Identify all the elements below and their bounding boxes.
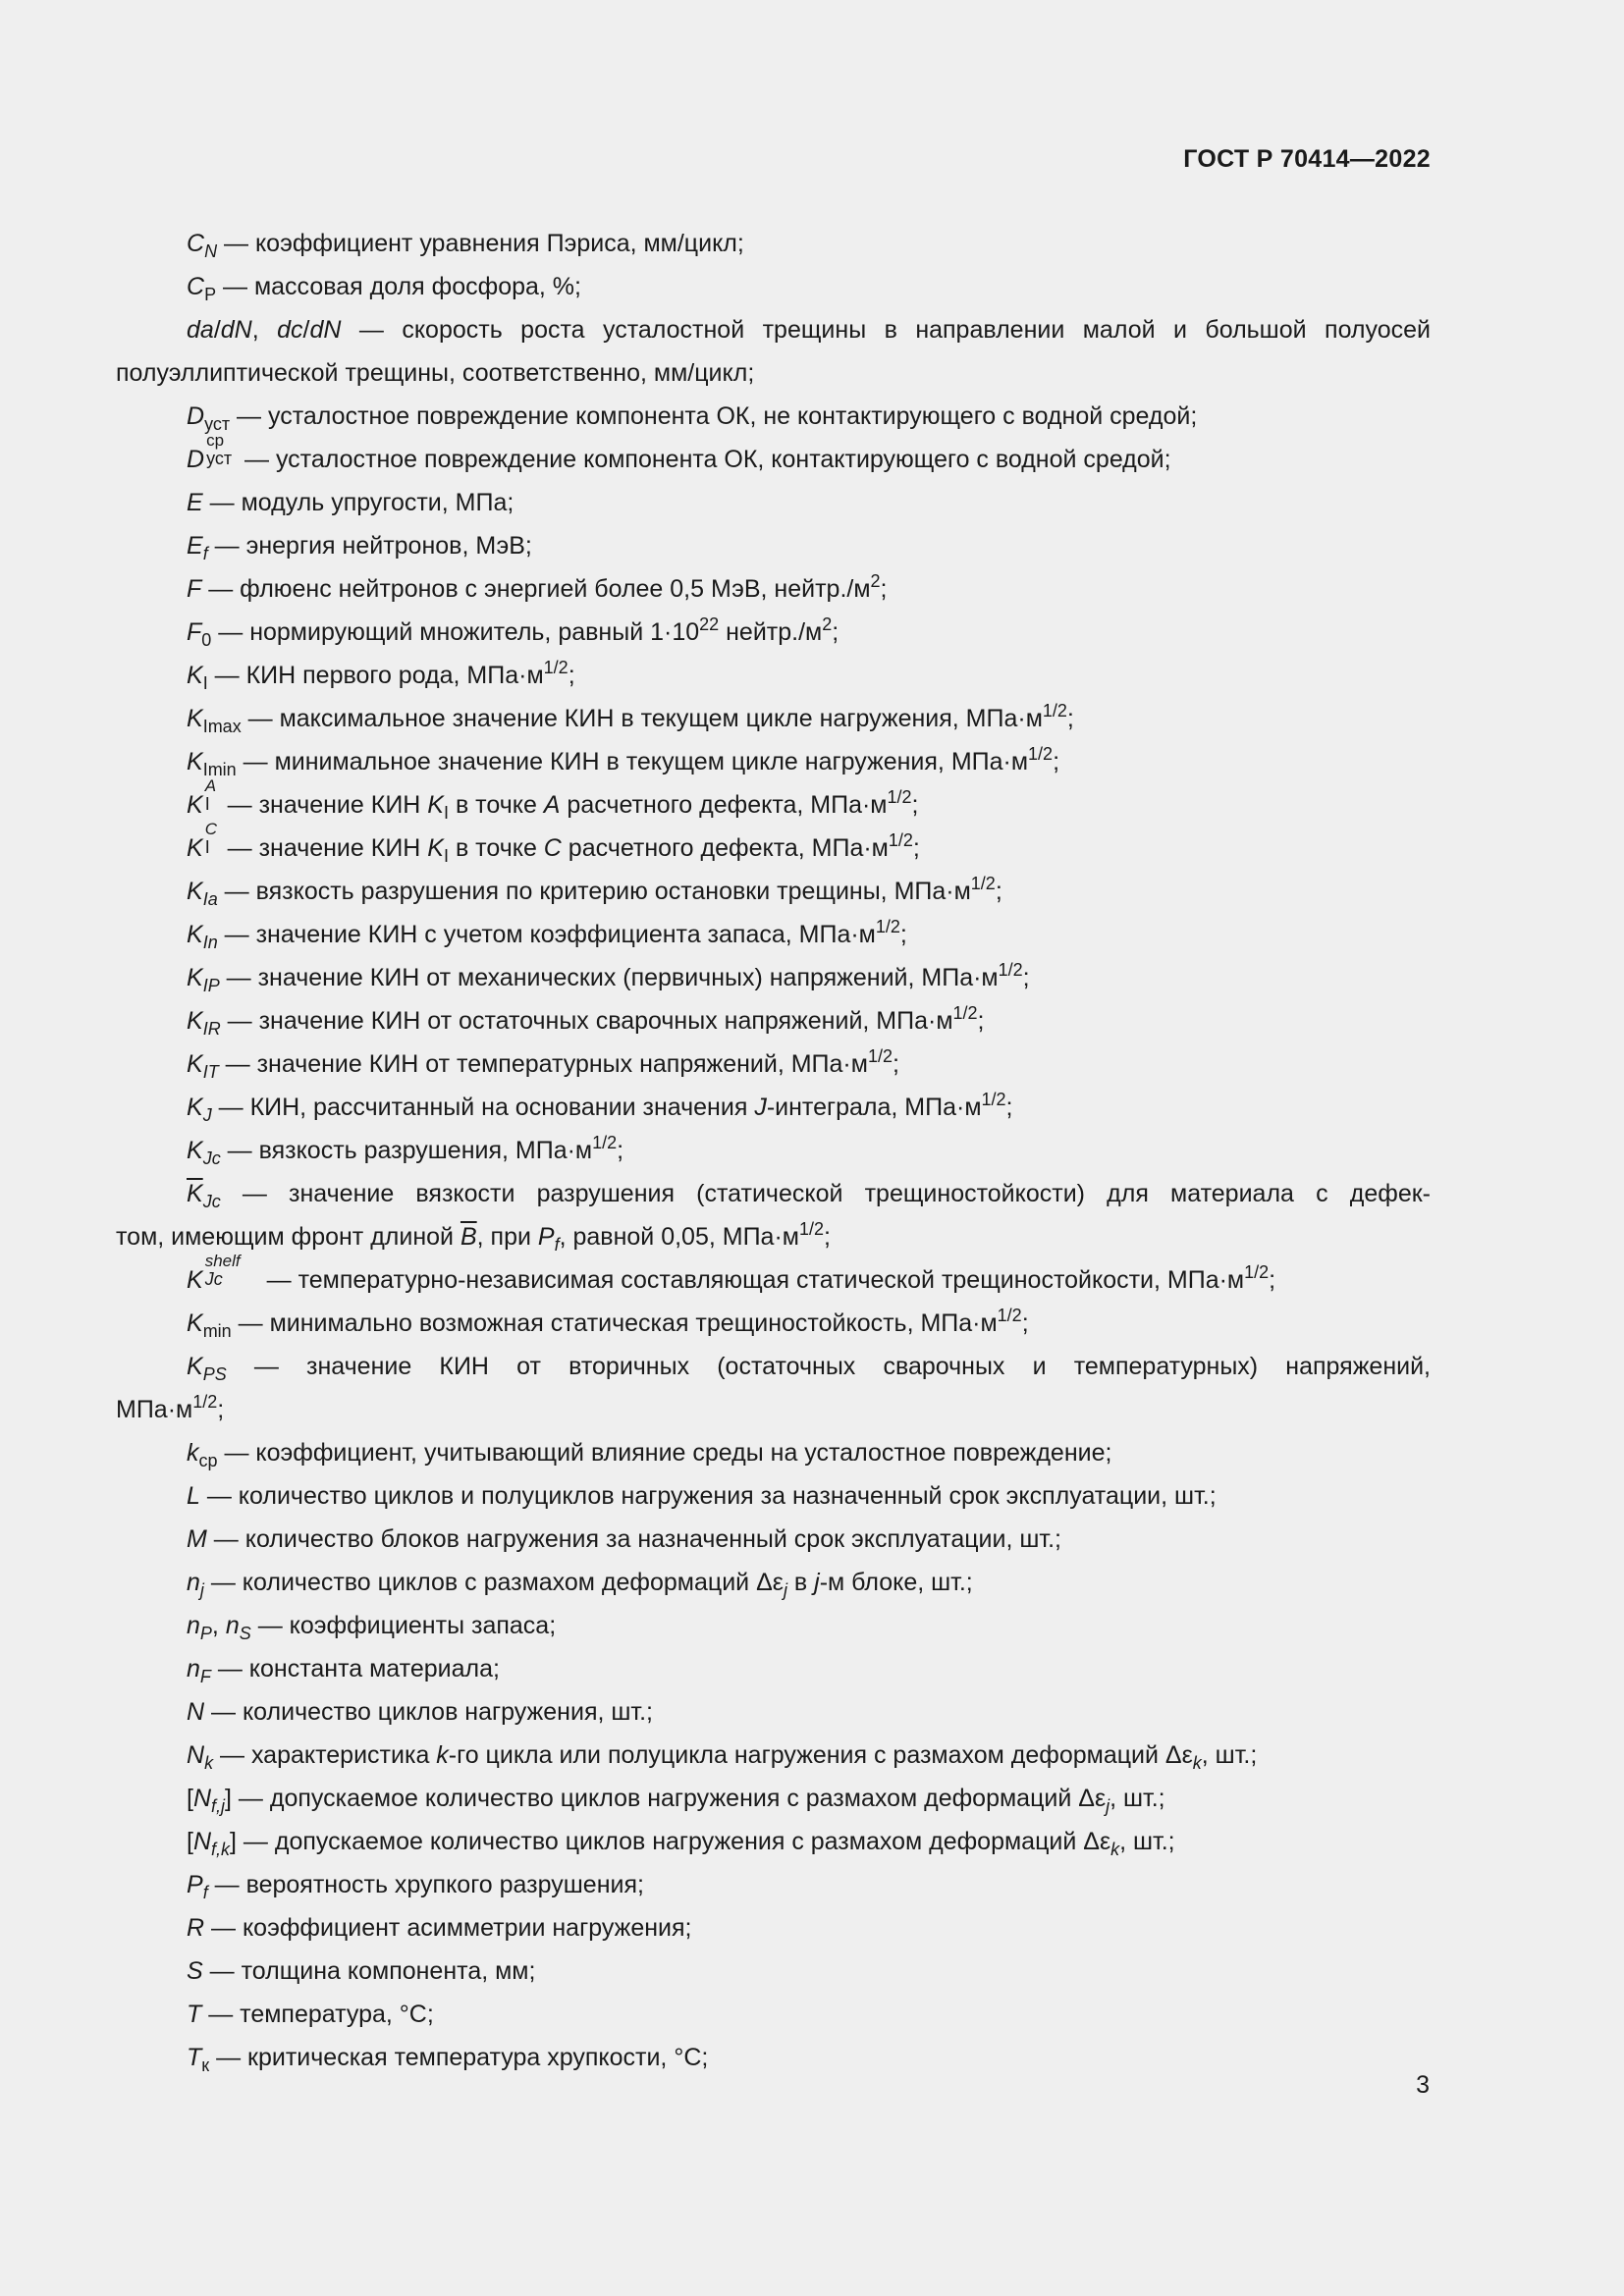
list-item: F — флюенс нейтронов с энергией более 0,5 МэВ, $нейтр./м^2$;	[187, 571, 888, 603]
list-item: $K_{Ia}$ — вязкость разрушения по критерию остановки трещины, $МПа\cdot м^{1/2}$;	[187, 874, 1002, 909]
list-item-continuation: полуэллиптической трещины, соответственно, мм/цикл;	[116, 359, 755, 387]
list-item: $F_0$ — нормирующий множитель, равный $1\cdot 10^{22}$ $нейтр./м^2$;	[187, 614, 839, 650]
list-item: K shelf Jc — температурно-независимая составляющая статической трещиностойкости, $МПа\cdot м^{1/2}$;	[187, 1252, 1276, 1294]
list-item: $P_f$ — вероятность хрупкого разрушения;	[187, 1871, 644, 1902]
list-item: K C I — значение КИН $K_I$ в точке C расчетного дефекта, $МПа\cdot м^{1/2}$;	[187, 820, 920, 866]
list-item: $K_I$ — КИН первого рода, $МПа\cdot м^{1/2}$;	[187, 658, 575, 693]
list-item: L — количество циклов и полуциклов нагружения за назначенный срок эксплуатации, шт.;	[187, 1482, 1217, 1510]
list-item: $K_{Imax}$ — максимальное значение КИН в текущем цикле нагружения, $МПа\cdot м^{1/2}$;	[187, 701, 1074, 736]
list-item: $k_{ср}$ — коэффициент, учитывающий влияние среды на усталостное повреждение;	[187, 1439, 1112, 1470]
list-item: $n_F$ — константа материала;	[187, 1655, 500, 1686]
list-item: $T_к$ — критическая температура хрупкости, °С;	[187, 2044, 709, 2075]
list-item: da/dN, dc/dN — скорость роста усталостной трещины в направлении малой и большой полуосей	[187, 316, 1431, 344]
list-item: $n_P$, $n_S$ — коэффициенты запаса;	[187, 1612, 557, 1643]
page-number: 3	[1416, 2071, 1430, 2099]
list-item: $K_{IT}$ — значение КИН от температурных напряжений, $МПа\cdot м^{1/2}$;	[187, 1046, 899, 1082]
list-item: $[N_{f,j}]$ — допускаемое количество циклов нагружения с размахом деформаций $\Delta\varepsilon_j$, шт.;	[187, 1785, 1165, 1816]
list-item-continuation: том, имеющим фронт длиной $\overline{B}$, при $P_f$, равной 0,05, $МПа\cdot м^{1/2}$;	[116, 1219, 831, 1255]
list-item: $E_f$ — энергия нейтронов, МэВ;	[187, 532, 532, 563]
list-item: M — количество блоков нагружения за назначенный срок эксплуатации, шт.;	[187, 1525, 1061, 1553]
list-item: K A I — значение КИН $K_I$ в точке A расчетного дефекта, $МПа\cdot м^{1/2}$;	[187, 776, 919, 823]
document-header: ГОСТ Р 70414—2022	[1183, 145, 1431, 173]
list-item: $K_{Jc}$ — вязкость разрушения, $МПа\cdot м^{1/2}$;	[187, 1133, 624, 1168]
list-item: T — температура, °С;	[187, 2001, 434, 2028]
list-item: $C_Р$ — массовая доля фосфора, %;	[187, 273, 581, 304]
list-item: $C_N$ — коэффициент уравнения Пэриса, мм/цикл;	[187, 230, 744, 261]
symbols-list	[116, 222, 1431, 2079]
list-item: $K_{PS}$ — значение КИН от вторичных (остаточных сварочных и температурных) напряжений,	[187, 1353, 1431, 1384]
list-item: S — толщина компонента, мм;	[187, 1957, 536, 1985]
list-item: $K_J$ — КИН, рассчитанный на основании значения J-интеграла, $МПа\cdot м^{1/2}$;	[187, 1090, 1013, 1125]
list-item: D ср уст — усталостное повреждение компонента ОК, контактирующего с водной средой;	[187, 431, 1171, 473]
list-item: $K_{Imin}$ — минимальное значение КИН в текущем цикле нагружения, $МПа\cdot м^{1/2}$;	[187, 744, 1060, 779]
list-item: $[N_{f,k}]$ — допускаемое количество циклов нагружения с размахом деформаций $\Delta\varepsilon_k$, шт.;	[187, 1828, 1175, 1859]
list-item: $K_{IR}$ — значение КИН от остаточных сварочных напряжений, $МПа\cdot м^{1/2}$;	[187, 1003, 985, 1039]
list-item: E — модуль упругости, МПа;	[187, 489, 514, 516]
list-item: $N_k$ — характеристика k-го цикла или полуцикла нагружения с размахом деформаций $\Delta\varepsilon_k$, шт.;	[187, 1741, 1258, 1773]
list-item: $D_{уст}$ — усталостное повреждение компонента ОК, не контактирующего с водной средой;	[187, 402, 1198, 434]
list-item: R — коэффициент асимметрии нагружения;	[187, 1914, 692, 1942]
list-item: N — количество циклов нагружения, шт.;	[187, 1698, 653, 1726]
list-item: $K_{min}$ — минимально возможная статическая трещиностойкость, $МПа\cdot м^{1/2}$;	[187, 1306, 1029, 1341]
list-item: $n_j$ — количество циклов с размахом деформаций $\Delta\varepsilon_j$ в j-м блоке, шт.;	[187, 1569, 973, 1600]
list-item: $\overline{K}_{Jc}$ — значение вязкости разрушения (статической трещиностойкости) для материала с дефек-	[187, 1180, 1431, 1211]
list-item-continuation: $МПа\cdot м^{1/2}$;	[116, 1392, 225, 1423]
list-item: $K_{In}$ — значение КИН с учетом коэффициента запаса, $МПа\cdot м^{1/2}$;	[187, 917, 907, 952]
list-item: $K_{IP}$ — значение КИН от механических (первичных) напряжений, $МПа\cdot м^{1/2}$;	[187, 960, 1030, 995]
